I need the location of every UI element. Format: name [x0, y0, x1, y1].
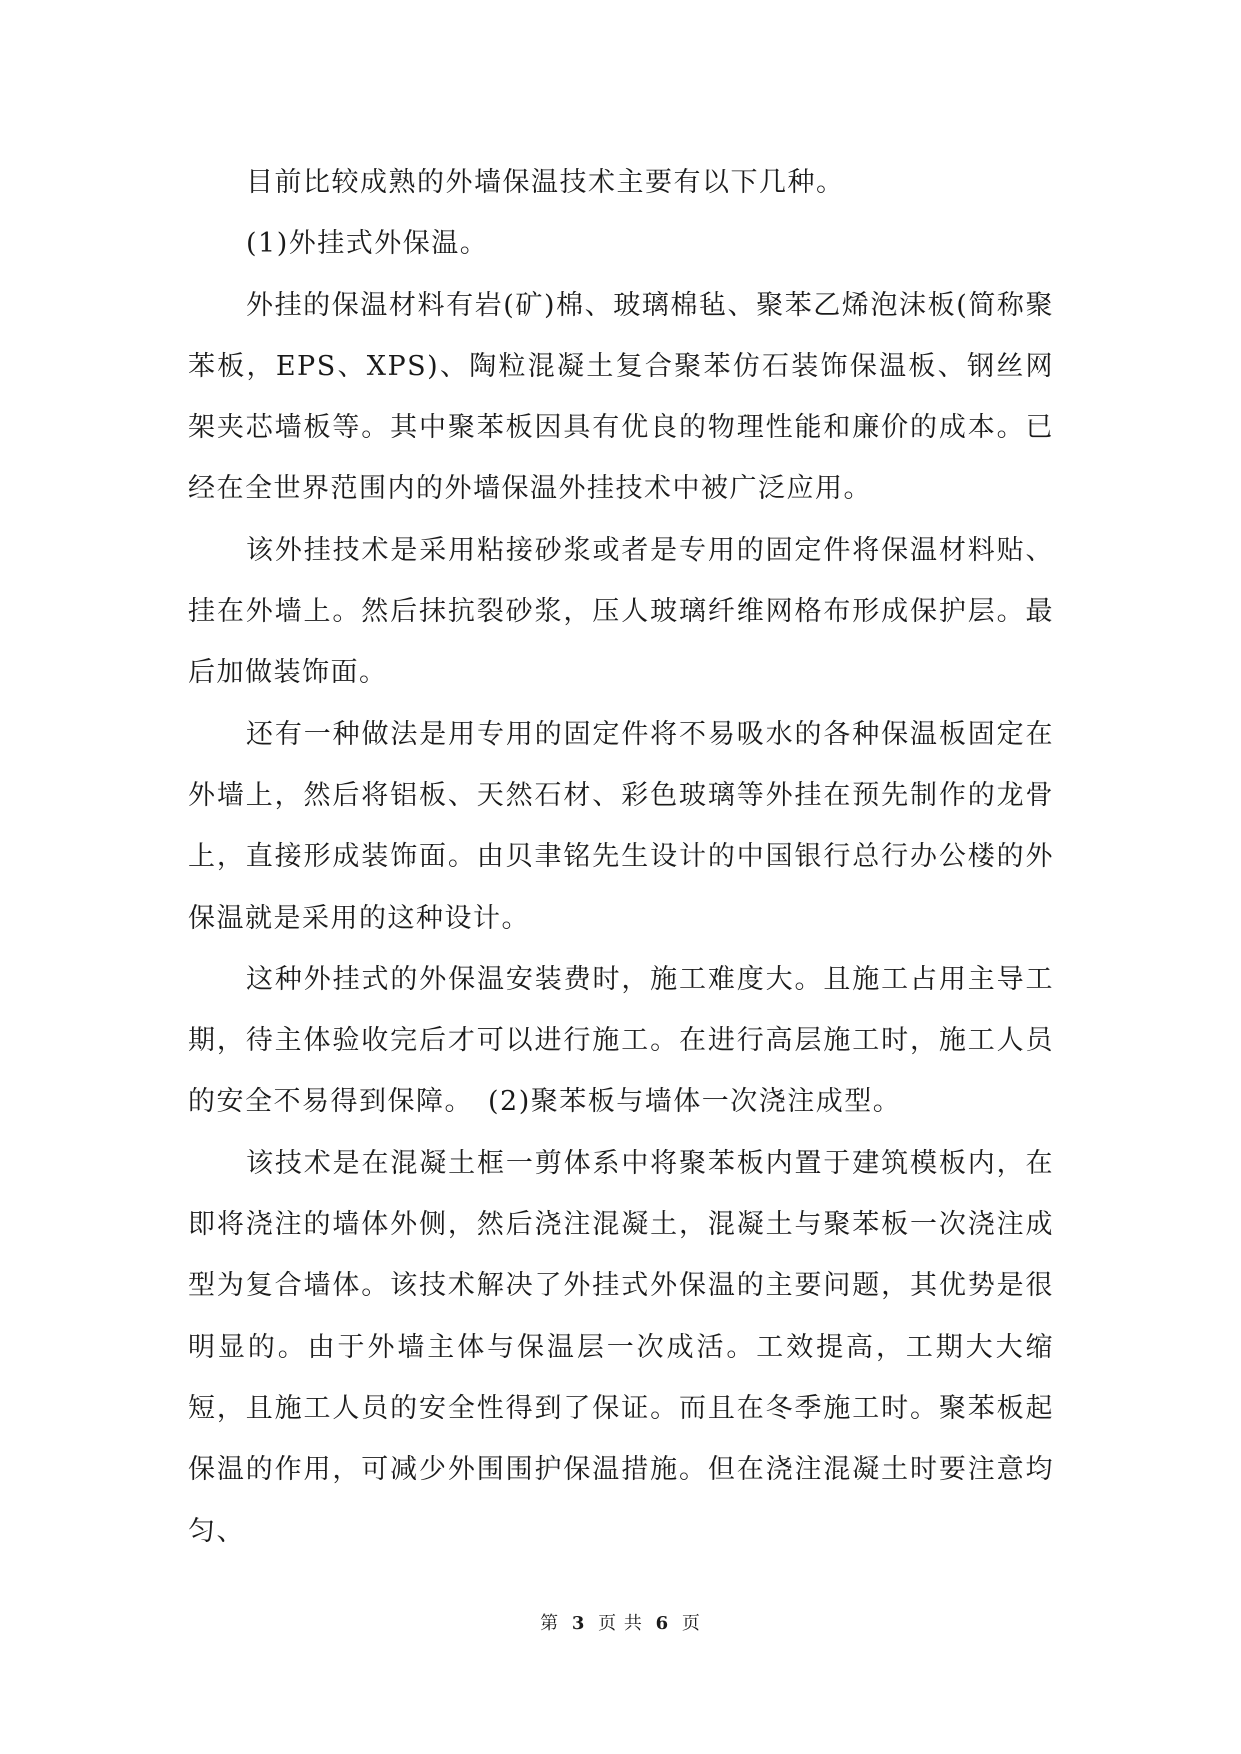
paragraph: 还有一种做法是用专用的固定件将不易吸水的各种保温板固定在外墙上，然后将铝板、天然石材、彩色玻璃等外挂在预先制作的龙骨上，直接形成装饰面。由贝聿铭先生设计的中国银行总行办公楼的外保温就是采用的这种设计。 — [188, 718, 1054, 934]
paragraph: 目前比较成熟的外墙保温技术主要有以下几种。 — [246, 167, 845, 198]
total-page-count: 6 — [655, 1613, 670, 1634]
footer-suffix: 页 — [681, 1613, 701, 1634]
paragraph: 这种外挂式的外保温安装费时，施工难度大。且施工占用主导工期，待主体验收完后才可以进行施工。在进行高层施工时，施工人员的安全不易得到保障。 (2)聚苯板与墙体一次浇注成型。 — [188, 963, 1054, 1118]
footer-prefix: 第 — [540, 1613, 560, 1634]
current-page-number: 3 — [571, 1613, 586, 1634]
paragraph: 该外挂技术是采用粘接砂浆或者是专用的固定件将保温材料贴、挂在外墙上。然后抹抗裂砂浆，压人玻璃纤维网格布形成保护层。最后加做装饰面。 — [188, 534, 1054, 689]
document-body — [188, 152, 1054, 1562]
paragraph: (1)外挂式外保温。 — [246, 228, 489, 260]
page-footer — [0, 1609, 1241, 1635]
footer-middle: 页 共 — [598, 1613, 643, 1634]
paragraph: 该技术是在混凝土框一剪体系中将聚苯板内置于建筑模板内，在即将浇注的墙体外侧，然后浇注混凝土，混凝土与聚苯板一次浇注成型为复合墙体。该技术解决了外挂式外保温的主要问题，其优势是很明显的。由于外墙主体与保温层一次成活。工效提高，工期大大缩短，且施工人员的安全性得到了保证。而且在冬季施工时。聚苯板起保温的作用，可减少外围围护保温措施。但在浇注混凝土时要注意均匀、 — [188, 1147, 1054, 1547]
paragraph: 外挂的保温材料有岩(矿)棉、玻璃棉毡、聚苯乙烯泡沫板(简称聚苯板，EPS、XPS)、陶粒混凝土复合聚苯仿石装饰保温板、钢丝网架夹芯墙板等。其中聚苯板因具有优良的物理性能和廉价的成本。已经在全世界范围内的外墙保温外挂技术中被广泛应用。 — [188, 289, 1054, 505]
